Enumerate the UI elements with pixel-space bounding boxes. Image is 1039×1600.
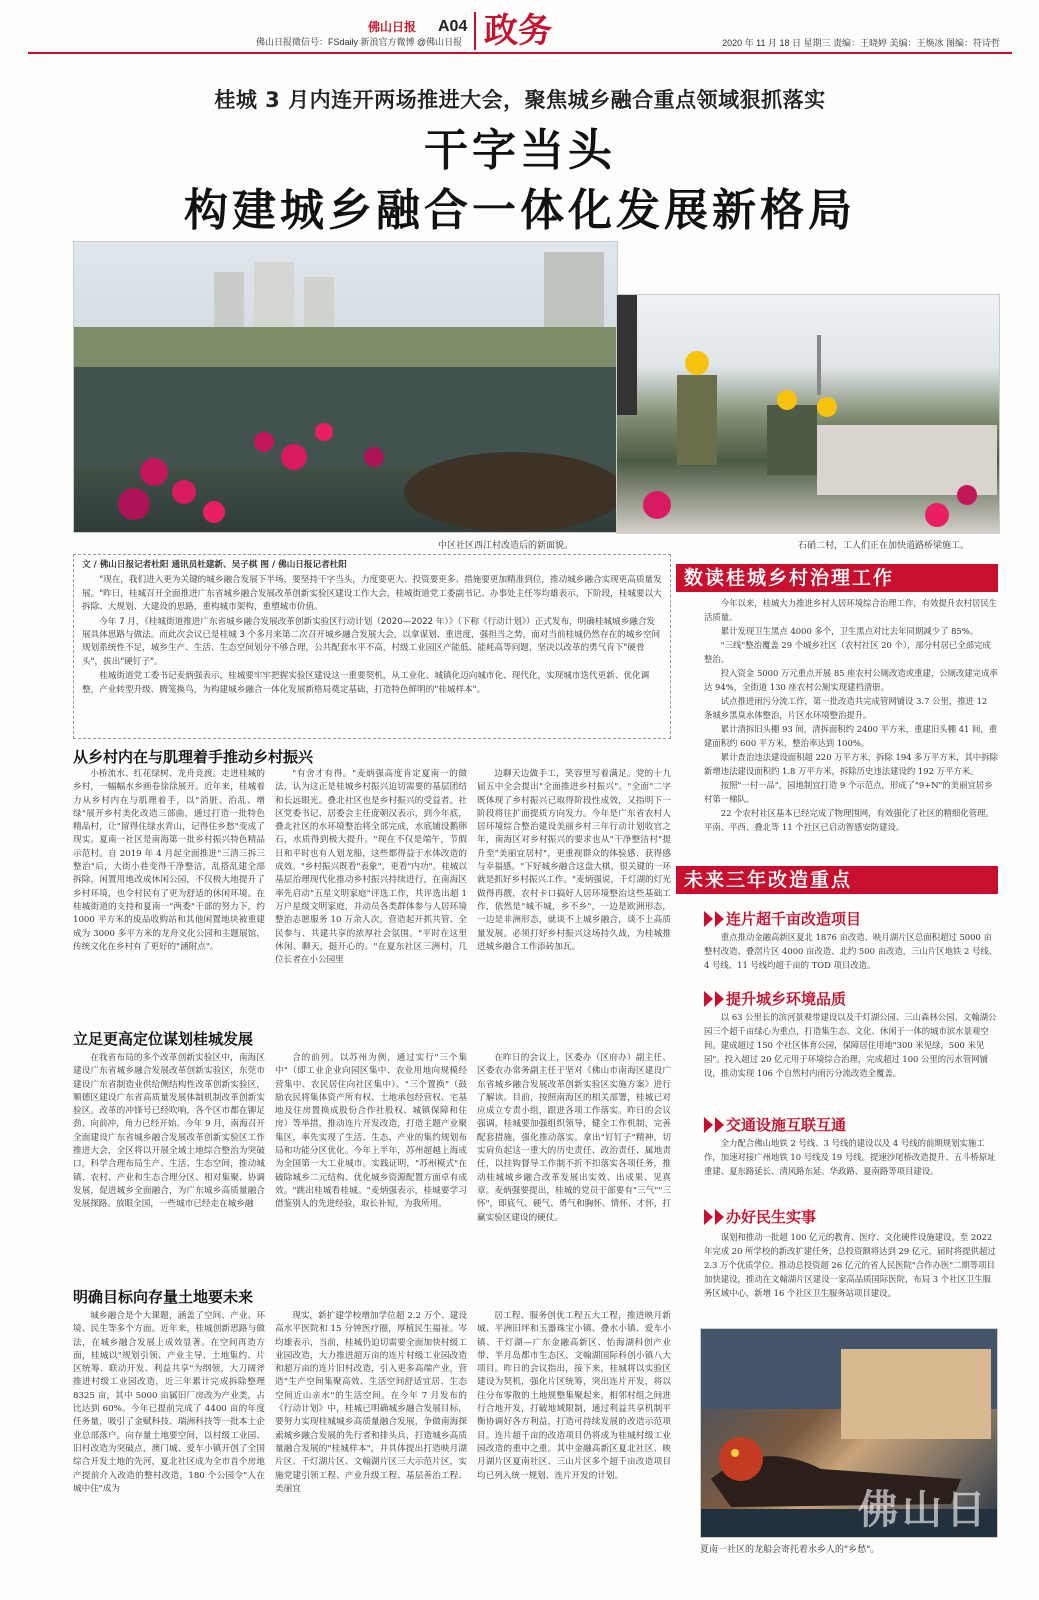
plan-subheading-label: 提升城乡环境品质 bbox=[726, 990, 847, 1008]
plan-subheading-1 bbox=[704, 908, 861, 929]
plan-subheading-label: 办好民生实事 bbox=[726, 1208, 817, 1226]
construction-photo bbox=[616, 294, 1000, 534]
section-name: 政务 bbox=[474, 12, 552, 50]
plan-text-4 bbox=[704, 1230, 998, 1320]
stats-paragraph: 累计发现卫生黑点 4000 多个，卫生黑点对比去年同期减少了 85%。 bbox=[720, 626, 979, 636]
stats-paragraph: "三线"整治覆盖 29 个城乡社区（农村社区 20 个），部分村居已全部完成整治。 bbox=[704, 640, 991, 664]
plan-subheading-2 bbox=[704, 988, 846, 1009]
arrow-icon bbox=[715, 991, 724, 1007]
page-number: A04 bbox=[438, 18, 468, 35]
article-text: 在昨日的会议上，区委办（区府办）副主任、区委农办常务副主任于坚对《佛山市南海区建设广东省城乡融合发展改革创新实验区实施方案》进行了解读。目前，按照南海区的相关部署，桂城已对应成立专责小组，跟进各项工作落实。昨日的会议强调，桂城要加强组织领导，健全工作机制，完善配套措施，强化推动落实。拿出"钉钉子"精神，切实肩负起这一重大的历史责任、政治责任、属地责任，以挂钩督导工作制不折不扣落实各项任务，推动桂城城乡融合改革发展出实效、出成果、见真章。麦炳强要提出，桂城的党员干部要有"三气""三怀"，即底气、硬气、勇气和胸怀、情怀、才怀，打赢实验区建设的硬仗。 bbox=[477, 1053, 671, 1223]
arrow-icon bbox=[704, 991, 713, 1007]
section-heading-rural-revival: 从乡村内在与肌理着手推动乡村振兴 bbox=[73, 748, 314, 766]
construction-illustration bbox=[617, 295, 1000, 534]
section-heading-positioning: 立足更高定位谋划桂城发展 bbox=[73, 1030, 254, 1048]
plan-subheading-label: 交通设施互联互通 bbox=[726, 1116, 847, 1134]
article-column bbox=[275, 1310, 467, 1550]
plan-paragraph: 以 63 公里长的滨河景观带建设以及千灯湖公园、三山森林公园、文翰湖公园三个超千亩绿心为重点，打造集生态、文化、休闲于一体的城市滨水景观空间。建成超过 150 个社区体育公园，保障居住用地"300 米见绿，500 米见园"。投入超过 20 亿元用于环境综合治理，完成超过 100 公里的污水管网铺设，推动实现 106 个自然村内雨污分流改造全覆盖。 bbox=[704, 1012, 997, 1078]
stats-paragraph: 22 个农村社区基本已经完成了物理围网，有效强化了社区的精细化管理。平南、平西、叠北等 11 个社区已启动智感安防建设。 bbox=[704, 808, 994, 832]
stats-paragraph: 试点推进雨污分流工作，第一批改造共完成管网铺设 3.7 公里，推进 12 条城乡黑臭水体整治，片区水环境整治提升。 bbox=[704, 696, 988, 720]
newspaper-page bbox=[28, 6, 1012, 1594]
arrow-icon bbox=[704, 1209, 713, 1225]
byline: 文 / 佛山日报记者杜阳 通讯员杜建新、吴子棋 图 / 佛山日报记者杜阳 bbox=[82, 560, 347, 570]
stats-paragraph: 按照"一村一品"，园地制宜打造 9 个示范点，形成了"9+N"的美丽宜居乡村第一梯队。 bbox=[704, 780, 993, 804]
plan-paragraph: 全力配合佛山地铁 2 号线、3 号线的建设以及 4 号线的前期规划实施工作，加速对接广州地铁 10 号线及 19 号线。提速沙尾桥改造提升、五斗桥原址重建、夏东路延长、清风路东延、华政路、夏南路等项目建设。 bbox=[704, 1138, 996, 1176]
arrow-icon bbox=[704, 1117, 713, 1133]
intro-paragraph: 桂城街道党工委书记麦炳强表示，桂城要牢牢把握实验区建设这一重要契机，从工业化、城镇化迈向城市化、现代化，实现城市迭代更新、优化调整，产业转型升级、腾笼换鸟，为构建城乡融合一体化发展新格局奠定基础，打造特色鲜明的"桂城样本"。 bbox=[82, 671, 650, 695]
plan-subheading-3 bbox=[704, 1114, 846, 1135]
river-village-illustration bbox=[74, 242, 618, 533]
stats-paragraph: 累计查治违法建设面积超 220 万平方米，拆除 194 多万平方米，其中拆除新增违法建设面积约 1.8 万平方米，拆除历史违法建设约 192 万平方米。 bbox=[704, 752, 998, 776]
article-column bbox=[477, 768, 671, 1004]
intro-paragraph: 今年 7 月，《桂城街道推进广东省城乡融合发展改革创新实验区行动计划（2020—2022 年）》（下称《行动计划》）正式发布，明确桂城城乡融合发展具体思路与做法。而此次会议已是桂城 3 个多月来第二次召开城乡融合发展大会，以拿谋划、重进度，强担当之势，面对当前桂城仍然存在的城乡空间规划系统性不足，城乡生产、生活、生态空间划分不够合理，公共配套水平不高，村级工业园区产能低、能耗高等问题，坚决以改革的勇气肯下"硬骨头"，拔出"硬钉子"。 bbox=[82, 616, 661, 667]
intro-paragraph: "现在，我们进入更为关键的城乡融合发展下半场，要坚持干字当头，力度要更大、投资要更多、措施要更加精准到位，推动城乡融合实现更高质量发展。"昨日，桂城召开全面推进广东省城乡融合发展改革创新实验区建设工作大会，桂城街道党工委副书记、办事处主任岑均雄表示，下阶段，桂城要以大拆除、大规划、大建设的思路，重构城市架构，重塑城市价值。 bbox=[82, 575, 662, 613]
article-text: 在我省布局的多个改革创新实验区中，南海区建设广东省城乡融合发展改革创新实验区，东莞市建设广东省制造业供给侧结构性改革创新实验区，顺德区建设广东省高质量发展体制机制改革创新实验区。改革的冲锋号已经吹响，各个区市都在铆足劲、向前冲，角力已经开始。今年 9 月，南海召开全面建设广东省城乡融合发展改革创新实验区工作推进大会，全区将以开展全域土地综合整治为突破口，科学合理布局生产、生活、生态空间，推动城镇、农村、产业和生态合理分区、相对集聚、协调发展，促进城乡全面融合，为广东城乡高质量融合发展探路。放眼全国，一些城市已经走在城乡融 bbox=[73, 1053, 265, 1210]
photo-caption-3: 夏南一社区的龙船会寄托着水乡人的"乡愁"。 bbox=[700, 1545, 880, 1555]
masthead-wechat: 佛山日报微信号：FSdaily 新浪官方微博 @佛山日报 bbox=[256, 37, 463, 47]
arrow-icon bbox=[715, 911, 724, 927]
article-column bbox=[477, 1052, 671, 1272]
arrow-icon bbox=[715, 1209, 724, 1225]
sidebar-heading-stats: 数读桂城乡村治理工作 bbox=[676, 564, 998, 592]
sidebar-stats-text bbox=[704, 596, 998, 858]
plan-paragraph: 重点推动金融高新区夏北 1876 亩改造、映月湖片区总面积超过 5000 亩整村改造、叠滘片区 4000 亩改造、北约 500 亩改造，三山片区地铁 2 号线、4 号线、11 号线均超千亩的 TOD 项目改造。 bbox=[704, 932, 998, 970]
plan-subheading-label: 连片超千亩改造项目 bbox=[726, 910, 862, 928]
main-headline-line1: 干字当头 bbox=[424, 125, 616, 176]
article-column bbox=[477, 1310, 671, 1550]
article-text: 边聊天边做手工，笑容里写着满足。党的十九届五中全会提出"全面推进乡村振兴"。"全面"二字既体现了乡村振兴已取得阶段性成效，又指明下一阶段将往扩面提质方向发力。今年是广东省农村人居环境综合整治建设美丽乡村三年行动计划收官之年，南海区对乡村振兴的要求也从"干净整洁村"提升至"美丽宜居村"，更重视群众的体验感、获得感与幸福感。"下好城乡融合这盘大棋，很关键的一环就是抓好乡村振兴工作。"麦炳强说，千灯湖的灯光做得再靓，农村卡口搞好人居环境整治这些基础工作，依然是"城不城，乡不乡"，一边是欧洲形态，一边是非洲形态，就谈不上城乡融合，谈不上高质量发展。必须打好乡村振兴这场持久战，为桂城推进城乡融合工作添砖加瓦。 bbox=[477, 769, 671, 952]
arrow-icon bbox=[715, 1117, 724, 1133]
plan-subheading-4 bbox=[704, 1206, 816, 1227]
article-text: 合的前列。以苏州为例，通过实行"三个集中"（即工业企业向园区集中、农业用地向规模经营集中、农民居住向社区集中）、"三个置换"（鼓励农民将集体资产所有权、土地承包经营权、宅基地及住房置换成股份合作社股权、城镇保障和住房）等举措，推动连片开发改造，打造主题产业聚集区，率先实现了生活、生态、产业的集约规划布局和功能分区优化。今年上半年，苏州超越上海成为全国第一大工业城市。实践证明，"苏州模式"在破除城乡二元结构、优化城乡资源配置方面卓有成效。"跳出桂城看桂城。"麦炳强表示，桂城要学习借鉴别人的先进经验，取长补短，为我所用。 bbox=[275, 1053, 467, 1210]
article-text: 小桥流水、红花绿树、龙舟竞渡。走进桂城的乡村，一幅幅水乡画卷徐徐展开。近年来，桂城着力从乡村内在与肌理着手，以"消脏、治乱、增绿"展开乡村美化改造三部曲，通过打造一批特色精品村，让"留得住绿水青山，记得住乡愁"变成了现实。夏南一社区是南海第一批乡村振兴特色精品示范村。自 2019 年 4 月起全面推进"三清三拆三整治"后，大街小巷变得干净整洁，乱搭乱建全部拆除，闲置用地改成休闲公园，不仅极大地提升了乡村环境，也令村民有了更为舒适的休闲环境。在桂城街道的支持和夏南一"两委"干部的努力下，约 1000 平方米的废品收购站和其他闲置地块被重建成为 3000 多平方米的龙舟文化公园和主题展馆，传统文化在乡村有了更好的"涵附点"。 bbox=[73, 769, 265, 952]
article-text: 城乡融合是个大课题，涵盖了空间、产业、环境、民生等多个方面。近年来，桂城创新思路与做法，在城乡融合发展上成效显著。在空间再造方面，桂城以"规划引领、产业主导、土地集约、片区统筹、联动开发、利益共享"为纲领，大刀阔斧推进村级工业园改造，近三年累计完成拆除整理 8325 亩，其中 5000 亩属旧厂房改为产业类，占比达到 60%。今年已提前完成了 4400 亩的年度任务量，吸引了金赋科技、瑞洲科技等一批本土企业总部落户。向存量土地要空间，以村级工业园、旧村改造为突破点，澳门城、爱车小镇开创了全国综合开发土地的先河，夏北社区成为全市首个房地产提前介入改造的整村改造，180 个公园令"人在城中住"成为 bbox=[73, 1311, 265, 1494]
kicker-headline: 桂城 3 月内连开两场推进大会，聚焦城乡融合重点领域狠抓落实 bbox=[214, 88, 826, 112]
stats-paragraph: 投入资金 5000 万元重点开展 85 座农村公厕改造或重建，公厕改建完成率达 94%，全街道 130 座农村公厕实现建档清册。 bbox=[704, 668, 998, 692]
section-heading-land: 明确目标向存量土地要未来 bbox=[73, 1288, 254, 1306]
plan-text-1 bbox=[704, 930, 998, 982]
dateline: 2020 年 11 月 18 日 星期三 责编：王晓婷 美编：王焕冰 图编：符诗哲 bbox=[722, 38, 1000, 48]
masthead bbox=[28, 6, 1012, 54]
plan-text-3 bbox=[704, 1136, 998, 1192]
plan-paragraph: 谋划和推动一批超 100 亿元的教育、医疗、文化硬件设施建设。至 2022 年完成 20 所学校的新改扩建任务，总投资额将达到 29 亿元，届时将提供超过 2.3 万个优质学位。推动总投资超 26 亿元的省人民医院"合作办医"二期等项目加快建设，推动在文翰湖片区建设一家高品质国际医院，布局 3 个社区卫生服务区域中心，新增 16 个社区卫生服务站项目建设。 bbox=[704, 1232, 996, 1298]
watermark-logo: 佛山日報 bbox=[858, 1487, 990, 1590]
article-text: "有舍才有得。"麦炳强高度肯定夏南一的做法，认为这正是桂城乡村振兴迫切需要的基层团结和长远眼光。叠北社区也是乡村振兴的受益者。社区党委书记、居委会主任庞朝汉表示，到今年底，叠北社区的水环境整治将全部完成，水底铺设鹅卵石，水质得到极大提升。"现在不仅是端午，节假日和平时也有人划龙船，这些都得益于水体改造的成效。"乡村振兴既看"表象"，更看"内功"。桂城以基层治理现代化推动乡村振兴持续进行，在南海区率先启动"五星文明家庭"评选工作，共评选出超 1 万户星级文明家庭，并动员各类群体参与人居环境整治志愿服务 10 万余人次，营造起开抓共管、全民参与、共建共享的浓厚社会氛围。"平时在这里休闲、聊天，挺开心的。"在夏东社区三洲村，几位长者在小公园里 bbox=[275, 769, 467, 966]
stats-paragraph: 今年以来，桂城大力推进乡村人居环境综合治理工作，有效提升农村居民生活质量。 bbox=[704, 598, 998, 622]
article-column bbox=[275, 768, 467, 1004]
arrow-icon bbox=[704, 911, 713, 927]
article-text: 居工程、服务创优工程五大工程，推进映月新城、平洲旧坪和玉器珠宝小镇、叠水小镇、爱车小镇、千灯湖—广东金融高新区、怡海湖科创产业带、半月岛都市生态区、文翰湖国际科创小镇八大项目。昨日的会议指出，接下来，桂城将以实验区建设为契机，强化片区统筹，突出连片开发，将以往分布零散的土地规整集聚起来，相邻村组之间进行合地开发，打破地域限制，通过利益共享机制平衡协调好各方利益，打造可持续发展的改造示范项目。连片超千亩的改造项目仍将成为桂城村级工业园改造的重中之重。其中金融高新区夏北社区、映月湖片区夏南社区、三山片区多个超千亩改造项目均已列入统一规划、连片开发的计划。 bbox=[477, 1311, 671, 1481]
plan-text-2 bbox=[704, 1010, 998, 1108]
photo-caption-2: 石硝二村，工人们正在加快道路桥梁施工。 bbox=[798, 541, 970, 551]
sidebar-heading-plan: 未来三年改造重点 bbox=[676, 866, 998, 894]
intro-box bbox=[73, 554, 671, 739]
main-headline-line2: 构建城乡融合一体化发展新格局 bbox=[184, 185, 856, 236]
article-column bbox=[73, 1052, 265, 1272]
stats-paragraph: 累计清拆旧头棚 93 间，清拆面积约 2400 平方米，重建旧头棚 41 间，重建面积约 600 平方米，整治率达到 100%。 bbox=[704, 724, 998, 748]
photo-caption-1: 中区社区西江村改造后的新面貌。 bbox=[438, 541, 574, 551]
river-village-photo bbox=[73, 241, 618, 533]
article-column bbox=[73, 768, 265, 1004]
article-text: 现实，新扩建学校增加学位超 2.2 万个、建设高水平医院和 15 分钟医疗圈，厚植民生福祉。岑均雄表示，当前，桂城仍迫切需要全面加快村级工业园改造，大力推进超万亩的连片村级工业园改造和超万亩的连片旧村改造，引入更多高端产业，营造"生产空间集聚高效、生活空间舒适宜居、生态空间近山亲水"的生活空间。在今年 7 月发布的《行动计划》中，桂城已明确城乡融合发展目标，要努力实现桂城城乡高质量融合发展，争做南海探索城乡融合发展的先行者和排头兵，打造城乡高质量融合发展的"桂城样本"，并具体提出打造映月湖片区、千灯湖片区、文翰湖片区三大示范片区，实施党建引领工程、产业升级工程、基层善治工程、美丽宜 bbox=[275, 1311, 467, 1494]
masthead-logo: 佛山日报 bbox=[368, 20, 417, 34]
article-column bbox=[275, 1052, 467, 1272]
article-column bbox=[73, 1310, 265, 1550]
